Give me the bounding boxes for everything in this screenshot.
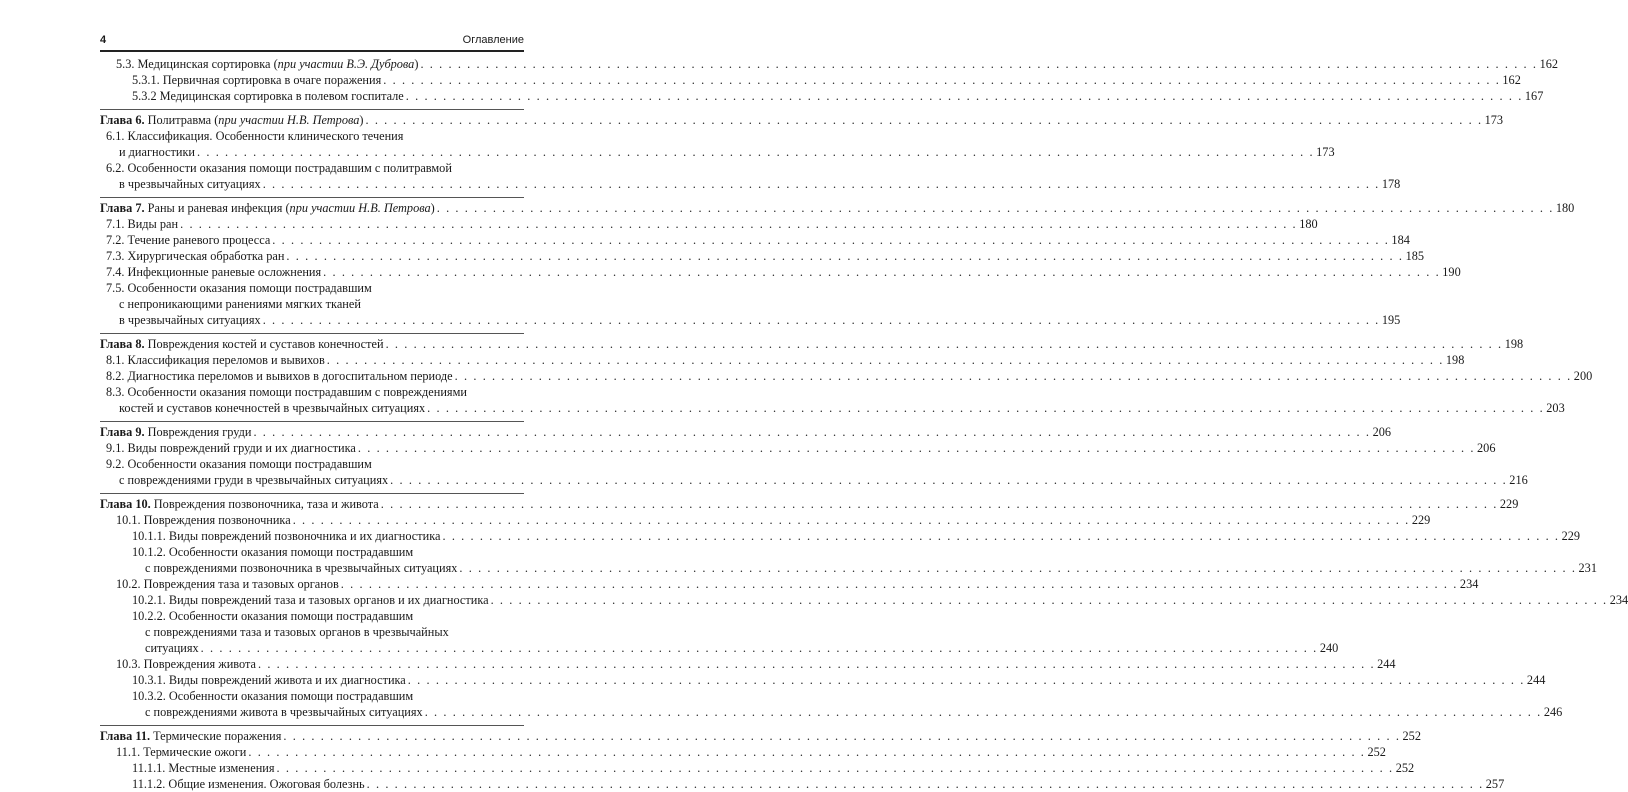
toc-entry-text: и диагностики [119, 145, 195, 159]
toc-page-number: 185 [1405, 249, 1425, 263]
toc-entry-text: 7.2. Течение раневого процесса [106, 233, 271, 247]
toc-entry-text: 9.2. Особенности оказания помощи пострадавшим [106, 457, 372, 471]
leader-dots: . . . . . . . . . . . . . . . . . . . . . . . . . . . . . . . . . . . . . . . . . . . . . . . . . . . . . . . . . . . . . . . . . . . . . . . . . . . . . . . . . . . . . . . . . . . . . . . . . . . . . . . . . . . . . . . . . . . . . . . . [459, 561, 1577, 575]
toc-entry[interactable] [100, 232, 1410, 248]
toc-entry-text: с повреждениями позвоночника в чрезвычайных ситуациях [145, 561, 458, 575]
toc-line [100, 384, 524, 400]
toc-entry-title [119, 144, 195, 160]
toc-page-number: 162 [1502, 73, 1521, 87]
toc-entry-text: в чрезвычайных ситуациях [119, 313, 261, 327]
toc-entry-title [106, 232, 270, 248]
leader-dots: . . . . . . . . . . . . . . . . . . . . . . . . . . . . . . . . . . . . . . . . . . . . . . . . . . . . . . . . . . . . . . . . . . . . . . . . . . . . . . . . . . . . . . . . . . . . . . . . . . . . . . . . . . . . . . . . . . . . . . . . [366, 777, 1484, 791]
toc-entry[interactable] [100, 72, 1521, 88]
leader-dots: . . . . . . . . . . . . . . . . . . . . . . . . . . . . . . . . . . . . . . . . . . . . . . . . . . . . . . . . . . . . . . . . . . . . . . . . . . . . . . . . . . . . . . . . . . . . . . . . . . . . . . . . . . . . . . . . . . . . . . . . [197, 145, 1315, 159]
chapter-divider [100, 197, 524, 198]
toc-entry[interactable] [100, 264, 1461, 280]
toc-entry-title [119, 312, 261, 328]
toc-line [100, 456, 524, 472]
leader-dots: . . . . . . . . . . . . . . . . . . . . . . . . . . . . . . . . . . . . . . . . . . . . . . . . . . . . . . . . . . . . . . . . . . . . . . . . . . . . . . . . . . . . . . . . . . . . . . . . . . . . . . . . . . . . . . . . . . . . . . . . [200, 641, 1318, 655]
leader-dots: . . . . . . . . . . . . . . . . . . . . . . . . . . . . . . . . . . . . . . . . . . . . . . . . . . . . . . . . . . . . . . . . . . . . . . . . . . . . . . . . . . . . . . . . . . . . . . . . . . . . . . . . . . . . . . . . . . . . . . . . [257, 657, 1376, 671]
toc-entry-title [132, 609, 413, 623]
toc-line [100, 544, 524, 560]
toc-entry-text: в чрезвычайных ситуациях [119, 177, 261, 191]
toc-page-number: 246 [1543, 705, 1563, 719]
leader-dots: . . . . . . . . . . . . . . . . . . . . . . . . . . . . . . . . . . . . . . . . . . . . . . . . . . . . . . . . . . . . . . . . . . . . . . . . . . . . . . . . . . . . . . . . . . . . . . . . . . . . . . . . . . . . . . . . . . . . . . . . [262, 177, 1380, 191]
toc-page-number: 252 [1402, 729, 1421, 743]
toc-page-number: 173 [1484, 113, 1504, 127]
toc-entry-text: с повреждениями таза и тазовых органов в чрезвычайных [145, 625, 449, 639]
toc-entry-title [100, 728, 281, 744]
header-rule [100, 50, 524, 52]
leader-dots: . . . . . . . . . . . . . . . . . . . . . . . . . . . . . . . . . . . . . . . . . . . . . . . . . . . . . . . . . . . . . . . . . . . . . . . . . . . . . . . . . . . . . . . . . . . . . . . . . . . . . . . . . . . . . . . . . . . . . . . . [427, 401, 1545, 415]
leader-dots: . . . . . . . . . . . . . . . . . . . . . . . . . . . . . . . . . . . . . . . . . . . . . . . . . . . . . . . . . . . . . . . . . . . . . . . . . . . . . . . . . . . . . . . . . . . . . . . . . . . . . . . . . . . . . . . . . . . . . . . . [383, 73, 1501, 87]
toc-page-number: 257 [1485, 777, 1505, 791]
toc-entry-title [100, 336, 384, 352]
toc-entry[interactable] [100, 216, 1318, 232]
leader-dots: . . . . . . . . . . . . . . . . . . . . . . . . . . . . . . . . . . . . . . . . . . . . . . . . . . . . . . . . . . . . . . . . . . . . . . . . . . . . . . . . . . . . . . . . . . . . . . . . . . . . . . . . . . . . . . . . . . . . . . . . [357, 441, 1476, 455]
toc-entry-title [132, 528, 440, 544]
toc-entry-title [132, 760, 275, 776]
toc-entry[interactable] [100, 312, 1401, 328]
toc-entry[interactable] [100, 56, 1559, 72]
toc-page-number: 252 [1367, 745, 1386, 759]
toc-entry-text: 7.1. Виды ран [106, 217, 179, 231]
chapter-label: Глава 6. [100, 113, 145, 127]
toc-page-number: 198 [1504, 337, 1524, 351]
toc-entry-text: 10.2.2. Особенности оказания помощи пострадавшим [132, 609, 414, 623]
toc-entry-title [116, 744, 246, 760]
leader-dots: . . . . . . . . . . . . . . . . . . . . . . . . . . . . . . . . . . . . . . . . . . . . . . . . . . . . . . . . . . . . . . . . . . . . . . . . . . . . . . . . . . . . . . . . . . . . . . . . . . . . . . . . . . . . . . . . . . . . . . . . [380, 497, 1498, 511]
toc-entry-text: Политравма ( [144, 113, 219, 127]
toc-entry-text: 8.1. Классификация переломов и вывихов [106, 353, 325, 367]
leader-dots: . . . . . . . . . . . . . . . . . . . . . . . . . . . . . . . . . . . . . . . . . . . . . . . . . . . . . . . . . . . . . . . . . . . . . . . . . . . . . . . . . . . . . . . . . . . . . . . . . . . . . . . . . . . . . . . . . . . . . . . . [326, 353, 1444, 367]
toc-entry-text: 5.3.2 Медицинская сортировка в полевом госпитале [132, 89, 404, 103]
toc-entry-title [132, 592, 489, 608]
leader-dots: . . . . . . . . . . . . . . . . . . . . . . . . . . . . . . . . . . . . . . . . . . . . . . . . . . . . . . . . . . . . . . . . . . . . . . . . . . . . . . . . . . . . . . . . . . . . . . . . . . . . . . . . . . . . . . . . . . . . . . . . [407, 673, 1525, 687]
toc-chapter[interactable] [100, 112, 1504, 128]
toc-entry-text: Повреждения груди [144, 425, 252, 439]
leader-dots: . . . . . . . . . . . . . . . . . . . . . . . . . . . . . . . . . . . . . . . . . . . . . . . . . . . . . . . . . . . . . . . . . . . . . . . . . . . . . . . . . . . . . . . . . . . . . . . . . . . . . . . . . . . . . . . . . . . . . . . . [262, 313, 1380, 327]
running-title: Оглавление [462, 34, 524, 46]
toc-entry-title [106, 440, 356, 456]
toc-line [100, 160, 524, 176]
toc-entry[interactable] [100, 144, 1335, 160]
leader-dots: . . . . . . . . . . . . . . . . . . . . . . . . . . . . . . . . . . . . . . . . . . . . . . . . . . . . . . . . . . . . . . . . . . . . . . . . . . . . . . . . . . . . . . . . . . . . . . . . . . . . . . . . . . . . . . . . . . . . . . . . [253, 425, 1371, 439]
toc-entry-text: 11.1.1. Местные изменения [132, 761, 275, 775]
leader-dots: . . . . . . . . . . . . . . . . . . . . . . . . . . . . . . . . . . . . . . . . . . . . . . . . . . . . . . . . . . . . . . . . . . . . . . . . . . . . . . . . . . . . . . . . . . . . . . . . . . . . . . . . . . . . . . . . . . . . . . . . [248, 745, 1366, 759]
toc-page-number: 231 [1578, 561, 1597, 575]
toc-entry-title [119, 400, 425, 416]
toc-entry[interactable] [100, 528, 1581, 544]
toc-entry-text: 10.3.1. Виды повреждений живота и их диагностика [132, 673, 406, 687]
toc-entry[interactable] [100, 704, 1563, 720]
toc-line [100, 624, 524, 640]
leader-dots: . . . . . . . . . . . . . . . . . . . . . . . . . . . . . . . . . . . . . . . . . . . . . . . . . . . . . . . . . . . . . . . . . . . . . . . . . . . . . . . . . . . . . . . . . . . . . . . . . . . . . . . . . . . . . . . . . . . . . . . . [442, 529, 1560, 543]
toc-entry[interactable] [100, 672, 1546, 688]
toc-entry[interactable] [100, 440, 1496, 456]
running-header [100, 32, 524, 50]
chapter-divider [100, 493, 524, 494]
toc-entry[interactable] [100, 744, 1386, 760]
toc-entry-title [106, 161, 452, 175]
toc-entry-title [100, 424, 251, 440]
chapter-label: Глава 9. [100, 425, 145, 439]
toc-page-number: 206 [1372, 425, 1392, 439]
leader-dots: . . . . . . . . . . . . . . . . . . . . . . . . . . . . . . . . . . . . . . . . . . . . . . . . . . . . . . . . . . . . . . . . . . . . . . . . . . . . . . . . . . . . . . . . . . . . . . . . . . . . . . . . . . . . . . . . . . . . . . . . [420, 57, 1538, 71]
toc-entry[interactable] [100, 592, 1628, 608]
toc-page-number: 200 [1573, 369, 1593, 383]
toc-page-number: 244 [1526, 673, 1546, 687]
chapter-divider [100, 333, 524, 334]
toc-entry-title [145, 560, 457, 576]
toc-entry-text: 10.3. Повреждения живота [116, 657, 256, 671]
toc-entry-text: с непроникающими ранениями мягких тканей [119, 297, 361, 311]
toc-entry-text: 10.2. Повреждения таза и тазовых органов [116, 577, 339, 591]
toc-entry[interactable] [100, 512, 1431, 528]
toc-entry[interactable] [100, 88, 1544, 104]
toc-entry-text: Раны и раневая инфекция ( [144, 201, 290, 215]
toc-entry-text: 10.3.2. Особенности оказания помощи пострадавшим [132, 689, 414, 703]
toc-entry-title [106, 385, 467, 399]
toc-entry-title [132, 545, 413, 559]
toc-entry-text: 6.2. Особенности оказания помощи пострадавшим с политравмой [106, 161, 452, 175]
toc-entry-text: 11.1. Термические ожоги [116, 745, 247, 759]
toc-page-number: 229 [1561, 529, 1581, 543]
chapter-divider [100, 725, 524, 726]
toc-chapter[interactable] [100, 728, 1421, 744]
toc-page-number: 198 [1445, 353, 1465, 367]
toc-entry[interactable] [100, 176, 1401, 192]
toc-page-number: 203 [1546, 401, 1565, 415]
toc-entry-title [106, 457, 372, 471]
toc-entry-title [132, 672, 406, 688]
toc-entry-title [132, 776, 365, 792]
toc-entry-title [106, 248, 284, 264]
toc-entry-title [145, 625, 449, 639]
toc-entry-suffix: ) [430, 201, 435, 215]
toc-page-number: 162 [1539, 57, 1559, 71]
toc-entry-text: 11.1.2. Общие изменения. Ожоговая болезнь [132, 777, 365, 791]
toc-page-number: 195 [1381, 313, 1401, 327]
toc-chapter[interactable] [100, 336, 1524, 352]
leader-dots: . . . . . . . . . . . . . . . . . . . . . . . . . . . . . . . . . . . . . . . . . . . . . . . . . . . . . . . . . . . . . . . . . . . . . . . . . . . . . . . . . . . . . . . . . . . . . . . . . . . . . . . . . . . . . . . . . . . . . . . . [292, 513, 1410, 527]
toc-page-number: 180 [1555, 201, 1575, 215]
toc-line [100, 128, 524, 144]
toc-entry-text: 9.1. Виды повреждений груди и их диагностика [106, 441, 356, 455]
toc-entry-title [106, 368, 453, 384]
leader-dots: . . . . . . . . . . . . . . . . . . . . . . . . . . . . . . . . . . . . . . . . . . . . . . . . . . . . . . . . . . . . . . . . . . . . . . . . . . . . . . . . . . . . . . . . . . . . . . . . . . . . . . . . . . . . . . . . . . . . . . . . [286, 249, 1404, 263]
leader-dots: . . . . . . . . . . . . . . . . . . . . . . . . . . . . . . . . . . . . . . . . . . . . . . . . . . . . . . . . . . . . . . . . . . . . . . . . . . . . . . . . . . . . . . . . . . . . . . . . . . . . . . . . . . . . . . . . . . . . . . . . [323, 265, 1441, 279]
toc-page-number: 234 [1459, 577, 1479, 591]
toc-entry-title [116, 56, 418, 72]
toc-entry-title [116, 656, 256, 672]
toc-entry-title [106, 264, 321, 280]
toc-entry-text: 10.1.1. Виды повреждений позвоночника и их диагностика [132, 529, 441, 543]
toc-entry-text: 6.1. Классификация. Особенности клинического течения [106, 129, 404, 143]
toc-entry[interactable] [100, 248, 1425, 264]
toc-entry-text: 5.3.1. Первичная сортировка в очаге поражения [132, 73, 382, 87]
chapter-label: Глава 8. [100, 337, 145, 351]
toc-page-number: 234 [1609, 593, 1628, 607]
leader-dots: . . . . . . . . . . . . . . . . . . . . . . . . . . . . . . . . . . . . . . . . . . . . . . . . . . . . . . . . . . . . . . . . . . . . . . . . . . . . . . . . . . . . . . . . . . . . . . . . . . . . . . . . . . . . . . . . . . . . . . . . [385, 337, 1503, 351]
toc-page-number: 173 [1316, 145, 1335, 159]
toc-chapter[interactable] [100, 424, 1392, 440]
contributor-note: при участии В.Э. Дуброва [277, 57, 415, 71]
toc-page-number: 240 [1319, 641, 1339, 655]
leader-dots: . . . . . . . . . . . . . . . . . . . . . . . . . . . . . . . . . . . . . . . . . . . . . . . . . . . . . . . . . . . . . . . . . . . . . . . . . . . . . . . . . . . . . . . . . . . . . . . . . . . . . . . . . . . . . . . . . . . . . . . . [283, 729, 1401, 743]
toc-entry-title [119, 297, 361, 311]
leader-dots: . . . . . . . . . . . . . . . . . . . . . . . . . . . . . . . . . . . . . . . . . . . . . . . . . . . . . . . . . . . . . . . . . . . . . . . . . . . . . . . . . . . . . . . . . . . . . . . . . . . . . . . . . . . . . . . . . . . . . . . . [340, 577, 1458, 591]
toc-entry[interactable] [100, 760, 1415, 776]
leader-dots: . . . . . . . . . . . . . . . . . . . . . . . . . . . . . . . . . . . . . . . . . . . . . . . . . . . . . . . . . . . . . . . . . . . . . . . . . . . . . . . . . . . . . . . . . . . . . . . . . . . . . . . . . . . . . . . . . . . . . . . . [390, 473, 1508, 487]
toc-entry-text: 7.5. Особенности оказания помощи пострадавшим [106, 281, 372, 295]
toc-entry-title [119, 176, 261, 192]
toc-entry-title [132, 72, 381, 88]
leader-dots: . . . . . . . . . . . . . . . . . . . . . . . . . . . . . . . . . . . . . . . . . . . . . . . . . . . . . . . . . . . . . . . . . . . . . . . . . . . . . . . . . . . . . . . . . . . . . . . . . . . . . . . . . . . . . . . . . . . . . . . . [490, 593, 1608, 607]
chapter-label: Глава 11. [100, 729, 151, 743]
page-number: 4 [100, 34, 107, 46]
leader-dots: . . . . . . . . . . . . . . . . . . . . . . . . . . . . . . . . . . . . . . . . . . . . . . . . . . . . . . . . . . . . . . . . . . . . . . . . . . . . . . . . . . . . . . . . . . . . . . . . . . . . . . . . . . . . . . . . . . . . . . . . [365, 113, 1483, 127]
toc-page-number: 244 [1377, 657, 1396, 671]
toc-entry-title [116, 576, 339, 592]
toc-page-number: 178 [1381, 177, 1401, 191]
toc-page-number: 206 [1477, 441, 1496, 455]
toc-entry-text: 8.2. Диагностика переломов и вывихов в догоспитальном периоде [106, 369, 453, 383]
toc-entry-text: с повреждениями живота в чрезвычайных ситуациях [145, 705, 423, 719]
toc-chapter[interactable] [100, 496, 1519, 512]
toc-entry[interactable] [100, 656, 1396, 672]
leader-dots: . . . . . . . . . . . . . . . . . . . . . . . . . . . . . . . . . . . . . . . . . . . . . . . . . . . . . . . . . . . . . . . . . . . . . . . . . . . . . . . . . . . . . . . . . . . . . . . . . . . . . . . . . . . . . . . . . . . . . . . . [424, 705, 1542, 719]
toc-entry-title [132, 88, 404, 104]
toc-entry-text: 5.3. Медицинская сортировка ( [116, 57, 278, 71]
toc-entry-title [100, 496, 379, 512]
toc-entry-title [119, 472, 388, 488]
leader-dots: . . . . . . . . . . . . . . . . . . . . . . . . . . . . . . . . . . . . . . . . . . . . . . . . . . . . . . . . . . . . . . . . . . . . . . . . . . . . . . . . . . . . . . . . . . . . . . . . . . . . . . . . . . . . . . . . . . . . . . . . [454, 369, 1572, 383]
toc-entry[interactable] [100, 576, 1479, 592]
leader-dots: . . . . . . . . . . . . . . . . . . . . . . . . . . . . . . . . . . . . . . . . . . . . . . . . . . . . . . . . . . . . . . . . . . . . . . . . . . . . . . . . . . . . . . . . . . . . . . . . . . . . . . . . . . . . . . . . . . . . . . . . [272, 233, 1390, 247]
toc-entry-title [116, 512, 291, 528]
toc-chapter[interactable] [100, 200, 1575, 216]
toc-page-number: 229 [1411, 513, 1431, 527]
toc-entry[interactable] [100, 560, 1597, 576]
toc-entry-title [145, 640, 199, 656]
toc-line [100, 280, 524, 296]
toc-entry-text: 7.4. Инфекционные раневые осложнения [106, 265, 322, 279]
toc-entry-text: с повреждениями груди в чрезвычайных ситуациях [119, 473, 389, 487]
toc-entry-text: 10.2.1. Виды повреждений таза и тазовых органов и их диагностика [132, 593, 489, 607]
toc-entry-text: Повреждения костей и суставов конечностей [144, 337, 384, 351]
toc-entry[interactable] [100, 472, 1528, 488]
toc-page-number: 216 [1509, 473, 1528, 487]
chapter-label: Глава 7. [100, 201, 145, 215]
toc-page-number: 190 [1442, 265, 1461, 279]
toc-line [100, 688, 524, 704]
toc-entry-title [145, 704, 423, 720]
toc-entry-text: 8.3. Особенности оказания помощи пострадавшим с повреждениями [106, 385, 467, 399]
toc-entry[interactable] [100, 640, 1339, 656]
chapter-label: Глава 10. [100, 497, 151, 511]
toc-entry[interactable] [100, 368, 1593, 384]
toc-entry-suffix: ) [359, 113, 364, 127]
toc-entry-text: Термические поражения [150, 729, 282, 743]
toc-entry-title [106, 129, 403, 143]
chapter-divider [100, 421, 524, 422]
contributor-note: при участии Н.В. Петрова [289, 201, 431, 215]
toc-entry-title [132, 689, 413, 703]
toc-entry-text: ситуациях [145, 641, 199, 655]
toc-entry-text: 7.3. Хирургическая обработка ран [106, 249, 285, 263]
toc-entry[interactable] [100, 352, 1465, 368]
leader-dots: . . . . . . . . . . . . . . . . . . . . . . . . . . . . . . . . . . . . . . . . . . . . . . . . . . . . . . . . . . . . . . . . . . . . . . . . . . . . . . . . . . . . . . . . . . . . . . . . . . . . . . . . . . . . . . . . . . . . . . . . [180, 217, 1298, 231]
toc-line [100, 608, 524, 624]
toc-entry-title [106, 352, 325, 368]
toc-entry-text: костей и суставов конечностей в чрезвычайных ситуациях [119, 401, 426, 415]
toc-page-number: 252 [1395, 761, 1415, 775]
toc-entry[interactable] [100, 776, 1505, 792]
toc-entry-title [106, 216, 178, 232]
toc-entry-text: 10.1. Повреждения позвоночника [116, 513, 291, 527]
contributor-note: при участии Н.В. Петрова [218, 113, 360, 127]
toc-entry-title [106, 281, 372, 295]
table-of-contents [100, 56, 1628, 792]
toc-entry-text: Повреждения позвоночника, таза и живота [150, 497, 379, 511]
chapter-divider [100, 109, 524, 110]
toc-page-number: 167 [1524, 89, 1544, 103]
toc-entry[interactable] [100, 400, 1565, 416]
toc-entry-suffix: ) [414, 57, 419, 71]
toc-page-number: 184 [1391, 233, 1410, 247]
toc-entry-title [100, 112, 363, 128]
leader-dots: . . . . . . . . . . . . . . . . . . . . . . . . . . . . . . . . . . . . . . . . . . . . . . . . . . . . . . . . . . . . . . . . . . . . . . . . . . . . . . . . . . . . . . . . . . . . . . . . . . . . . . . . . . . . . . . . . . . . . . . . [405, 89, 1523, 103]
toc-entry-text: 10.1.2. Особенности оказания помощи пострадавшим [132, 545, 414, 559]
toc-line [100, 296, 524, 312]
leader-dots: . . . . . . . . . . . . . . . . . . . . . . . . . . . . . . . . . . . . . . . . . . . . . . . . . . . . . . . . . . . . . . . . . . . . . . . . . . . . . . . . . . . . . . . . . . . . . . . . . . . . . . . . . . . . . . . . . . . . . . . . [436, 201, 1554, 215]
toc-page-number: 180 [1299, 217, 1318, 231]
toc-page-number: 229 [1499, 497, 1519, 511]
leader-dots: . . . . . . . . . . . . . . . . . . . . . . . . . . . . . . . . . . . . . . . . . . . . . . . . . . . . . . . . . . . . . . . . . . . . . . . . . . . . . . . . . . . . . . . . . . . . . . . . . . . . . . . . . . . . . . . . . . . . . . . . [276, 761, 1394, 775]
toc-entry-title [100, 200, 435, 216]
